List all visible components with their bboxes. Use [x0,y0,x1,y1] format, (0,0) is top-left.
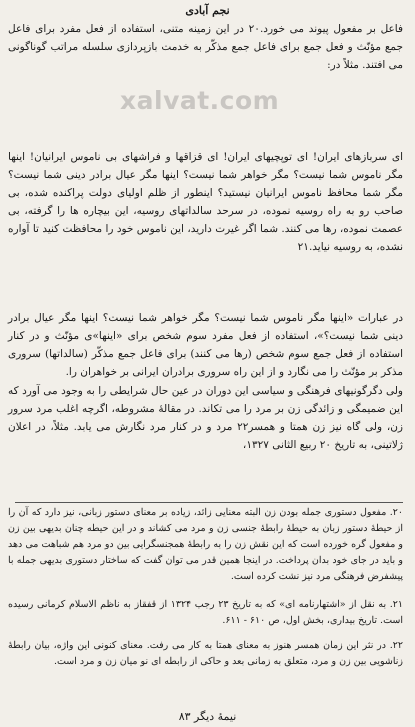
running-header: نجم آبادی [185,4,230,17]
footnote-divider [15,502,403,503]
footnote-22: ۲۲. در نثر این زمان همسر هنوز به معنای همتا به کار می رفت. معنای کنونی این واژه، بیان رابطهٔ زناشویی بین زن و مرد، متعلق به زمانی بعد و حاکی از رابطه ای نو میان زن و مرد است. [8,640,403,667]
quotation-paragraph: ای سربازهای ایران! ای توپچیهای ایران! ای قزاقها و فراشهای بی ناموس ایرانیان! اینها مگر ناموس شما نیست؟ مگر خواهر شما نیست؟ اینها مگر عیال برادر دینی شما نیست؟ مگر شما محافظ ناموس ایرانیان نیستید؟ اینطور از ظلم اولیای دولت پراکنده شده، بی صاحب رو به راه روسیه نموده، در سرحد سالداتهای روسیه، این بیچاره ها را گرفته، بی عصمت نموده، رها می کنند. شما اگر غیرت دارید، این ناموس خود را محافظت کنید تا آواره نشده، به روسیه نیاید.۲۱ [8,151,403,253]
footnote-21: ۲۱. به نقل از «اشتهارنامه ای» که به تاریخ ۲۳ رجب ۱۳۲۴ از قفقاز به ناظم الاسلام کرمانی رسیده است. تاریخ بیداری، بخش اول، ص ۶۱۰ - ۶۱۱. [8,599,404,626]
paragraph-3: در عبارات «اینها مگر ناموس شما نیست؟ مگر خواهر شما نیست؟ اینها مگر عیال برادر دینی شما نیست؟»، استفاده از فعل مفرد سوم شخص برای «اینها»ی مؤنّث و در کنار استفاده از فعل جمع سوم شخص (رها می کنند) برای فاعل جمع مذکّر (سالداتها) سروری مذکر بر مؤنّث را می نگارد و از این راه سروری برادران ایرانی بر خواهران را. [8,312,403,378]
watermark: xalvat.com [120,86,280,115]
paragraph-1: فاعل بر مفعول پیوند می خورد.۲۰ در این زمینه متنی، استفاده از فعل مفرد برای فاعل جمع مؤنّث و فعل جمع برای فاعل جمع مذکّر به خدمت بازپردازی سلسله مراتب گوناگونی می افتند. مثلاً در: [8,23,403,71]
page-footer: نیمهٔ دیگر ۸۳ [178,710,237,723]
footnote-20: ۲۰. مفعول دستوری جمله بودن زن البته معنایی زائد، زیاده بر معنای دستور زبانی، نیز دارد که آن را از حیطهٔ دستور زبان به حیطهٔ رابطهٔ جنسی زن و مرد می کشاند و در این حیطه چنان بدیهی بین زن و مفعول گره خورده است که این نقش زن را به رابطهٔ همجنسگرایی بین دو مرد هم شباهت می دهد و باید در جای خود بدان پرداخت. در اینجا همین قدر می توان گفت که ساختار دستوری بدیهی جمله با پیشفرض فرهنگی مرد نیز نشت کرده است. [8,507,403,582]
paragraph-4: ولی دگرگونیهای فرهنگی و سیاسی این دوران در عین حال شرایطی را به وجود می آورد که این ضمیمگی و زائدگی زن بر مرد را می تکاند. در مقالهٔ مشروطه، اگرچه اغلب مرد سرور زن، ولی گاه نیز زن همتا و همسر۲۲ مرد و در کنار مرد نگارش می یابد. مثلاً، در اعلان ژلاتینی، به تاریخ ۲۰ ربیع الثانی ۱۳۲۷، [8,385,403,451]
